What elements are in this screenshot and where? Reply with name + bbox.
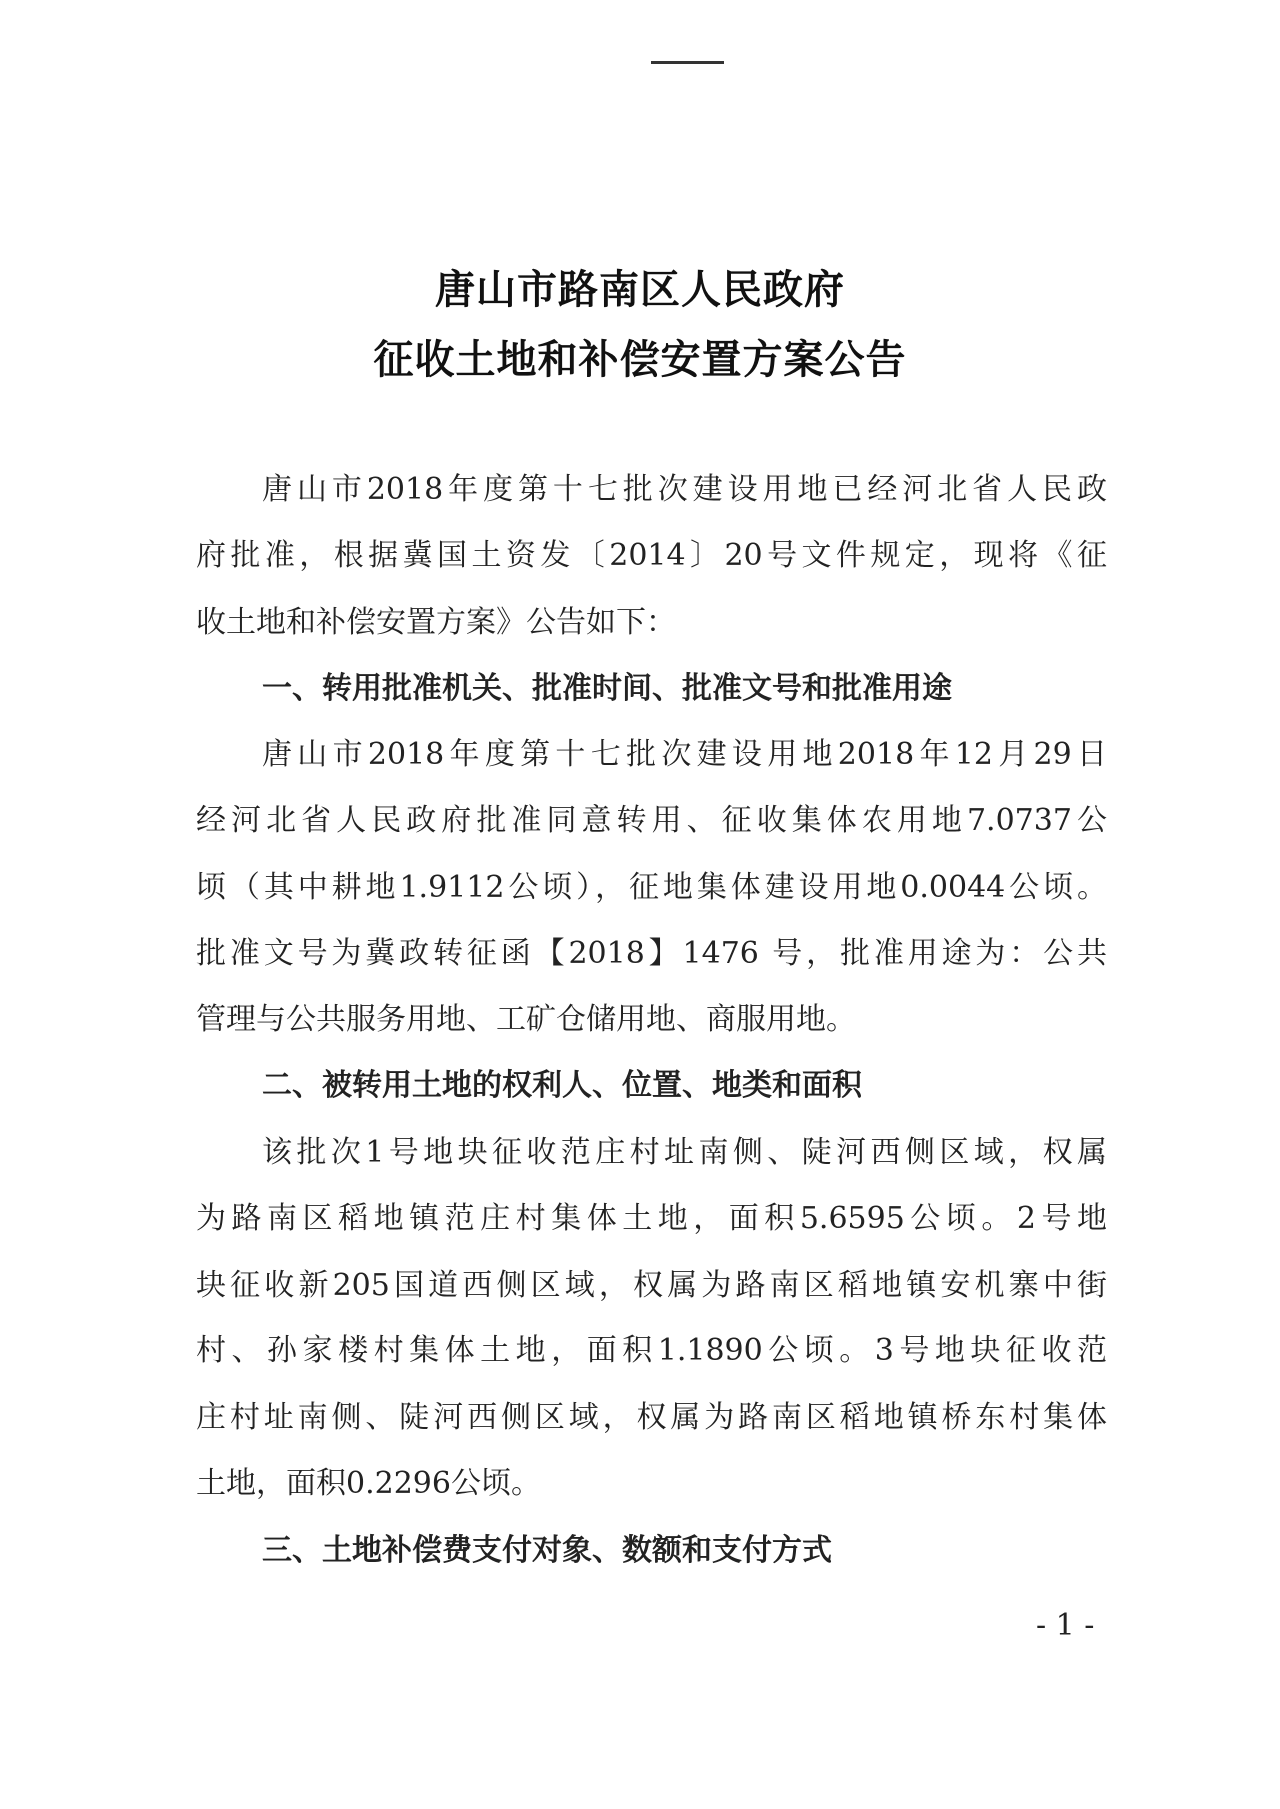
section-heading: 一、转用批准机关、批准时间、批准文号和批准用途 (262, 671, 952, 706)
paragraph-line: 顷（其中耕地1.9112公顷），征地集体建设用地0.0044公顷。 (196, 870, 1107, 905)
paragraph-line: 庄村址南侧、陡河西侧区域，权属为路南区稻地镇桥东村集体 (196, 1400, 1107, 1435)
paragraph-line: 土地，面积0.2296公顷。 (196, 1466, 541, 1501)
paragraph-line: 块征收新205国道西侧区域，权属为路南区稻地镇安机寨中街 (196, 1268, 1107, 1303)
paragraph-line: 该批次1号地块征收范庄村址南侧、陡河西侧区域，权属 (262, 1135, 1107, 1170)
document-title-line-1: 唐山市路南区人民政府 (435, 266, 845, 313)
paragraph-line: 唐山市2018年度第十七批次建设用地2018年12月29日 (262, 737, 1107, 772)
section-heading: 三、土地补偿费支付对象、数额和支付方式 (262, 1533, 832, 1568)
section-heading: 二、被转用土地的权利人、位置、地类和面积 (262, 1068, 862, 1103)
header-rule (651, 61, 724, 64)
document-title-line-2: 征收土地和补偿安置方案公告 (373, 336, 907, 383)
paragraph-line: 管理与公共服务用地、工矿仓储用地、商服用地。 (196, 1002, 856, 1037)
page-number: - 1 - (1036, 1608, 1095, 1643)
paragraph-line: 经河北省人民政府批准同意转用、征收集体农用地7.0737公 (196, 803, 1107, 838)
paragraph-line: 府批准，根据冀国土资发〔2014〕20号文件规定，现将《征 (196, 538, 1107, 573)
paragraph-line: 唐山市2018年度第十七批次建设用地已经河北省人民政 (262, 472, 1107, 507)
paragraph-line: 批准文号为冀政转征函【2018】1476 号，批准用途为：公共 (196, 936, 1107, 971)
paragraph-line: 村、孙家楼村集体土地，面积1.1890公顷。3号地块征收范 (196, 1333, 1107, 1368)
paragraph-line: 为路南区稻地镇范庄村集体土地，面积5.6595公顷。2号地 (196, 1201, 1107, 1236)
paragraph-line: 收土地和补偿安置方案》公告如下： (196, 605, 676, 640)
